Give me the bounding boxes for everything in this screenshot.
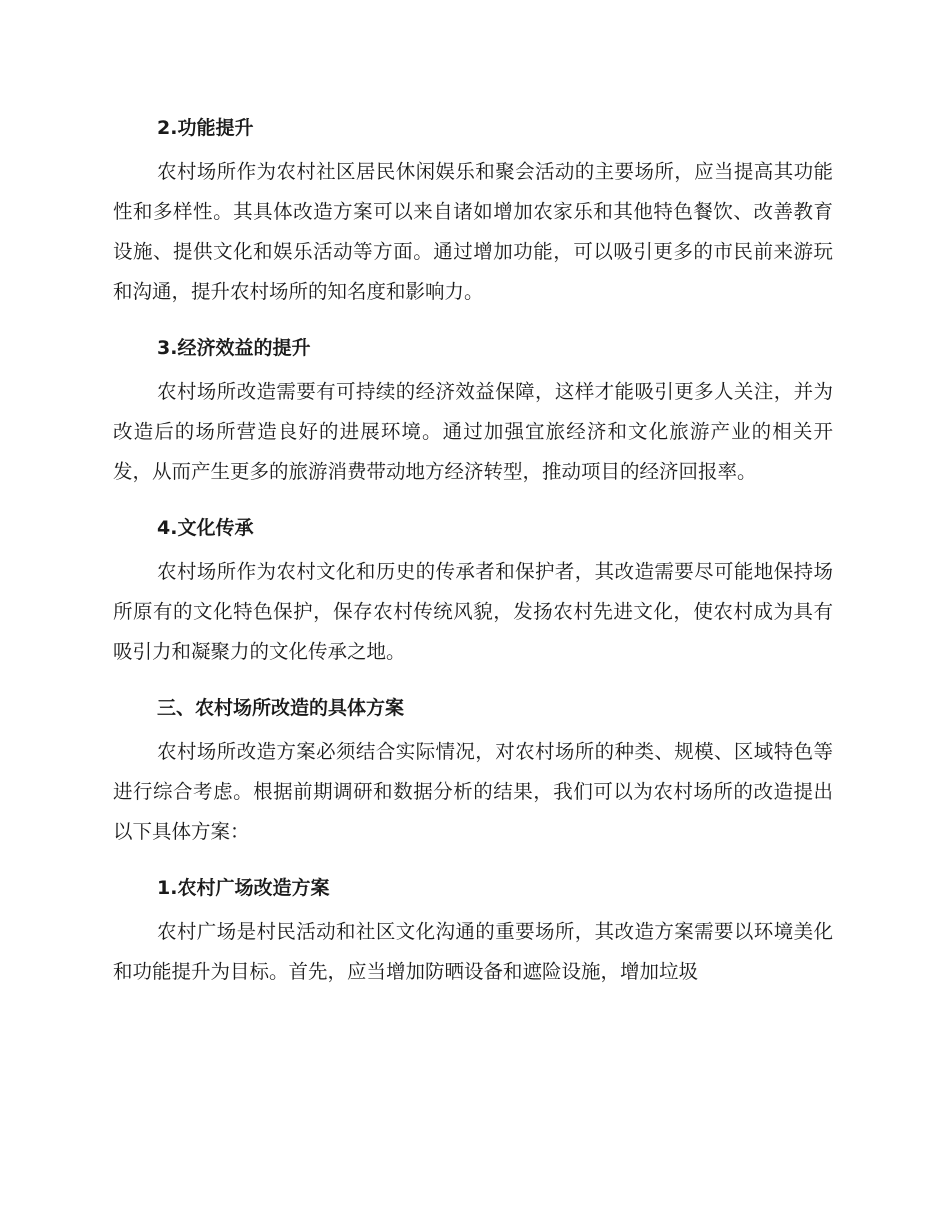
section-heading-culture: 4.文化传承: [157, 517, 254, 539]
section-heading-economy: 3.经济效益的提升: [157, 337, 311, 359]
section-paragraph-economy: 农村场所改造需要有可持续的经济效益保障，这样才能吸引更多人关注，并为改造后的场所营造良好的进展环境。通过加强宜旅经济和文化旅游产业的相关开发，从而产生更多的旅游消费带动地方经济转型，推动项目的经济回报率。: [113, 380, 833, 483]
chapter-heading-plans: 三、农村场所改造的具体方案: [157, 697, 405, 719]
section-heading-function: 2.功能提升: [157, 117, 254, 139]
chapter-paragraph-plans: 农村场所改造方案必须结合实际情况，对农村场所的种类、规模、区域特色等进行综合考虑。根据前期调研和数据分析的结果，我们可以为农村场所的改造提出以下具体方案：: [113, 740, 833, 843]
section-paragraph-square-plan: 农村广场是村民活动和社区文化沟通的重要场所，其改造方案需要以环境美化和功能提升为目标。首先，应当增加防晒设备和遮险设施，增加垃圾: [113, 920, 833, 983]
section-paragraph-function: 农村场所作为农村社区居民休闲娱乐和聚会活动的主要场所，应当提高其功能性和多样性。其具体改造方案可以来自诸如增加农家乐和其他特色餐饮、改善教育设施、提供文化和娱乐活动等方面。通过增加功能，可以吸引更多的市民前来游玩和沟通，提升农村场所的知名度和影响力。: [113, 160, 833, 303]
section-paragraph-culture: 农村场所作为农村文化和历史的传承者和保护者，其改造需要尽可能地保持场所原有的文化特色保护，保存农村传统风貌，发扬农村先进文化，使农村成为具有吸引力和凝聚力的文化传承之地。: [113, 560, 833, 663]
section-heading-square-plan: 1.农村广场改造方案: [157, 877, 330, 899]
document-page: [113, 108, 833, 1008]
